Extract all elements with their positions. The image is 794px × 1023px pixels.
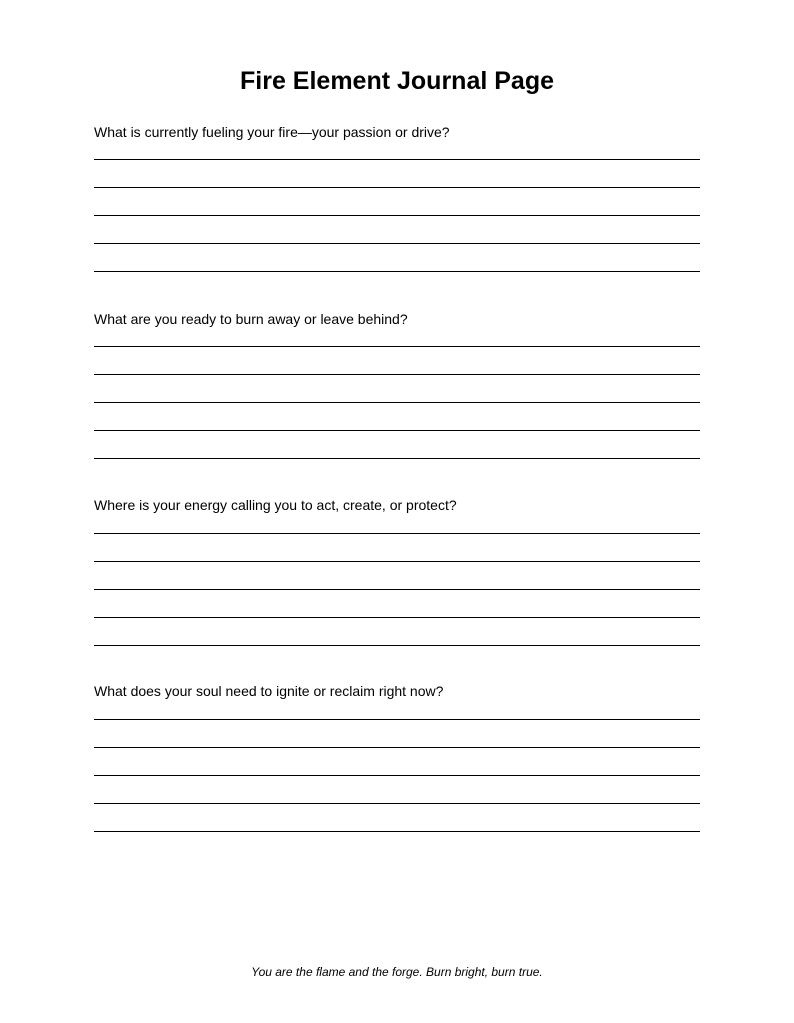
writing-line[interactable]: [94, 402, 700, 403]
writing-line[interactable]: [94, 645, 700, 646]
writing-line[interactable]: [94, 617, 700, 618]
prompt-question: What are you ready to burn away or leave behind?: [94, 311, 408, 327]
writing-line[interactable]: [94, 346, 700, 347]
writing-line[interactable]: [94, 561, 700, 562]
footer-quote: You are the flame and the forge. Burn bright, burn true.: [251, 965, 543, 979]
writing-line[interactable]: [94, 747, 700, 748]
writing-line[interactable]: [94, 589, 700, 590]
writing-line[interactable]: [94, 719, 700, 720]
writing-line[interactable]: [94, 187, 700, 188]
writing-line[interactable]: [94, 159, 700, 160]
writing-line[interactable]: [94, 831, 700, 832]
writing-line[interactable]: [94, 430, 700, 431]
writing-line[interactable]: [94, 215, 700, 216]
writing-line[interactable]: [94, 803, 700, 804]
writing-line[interactable]: [94, 458, 700, 459]
writing-line[interactable]: [94, 374, 700, 375]
writing-line[interactable]: [94, 271, 700, 272]
prompt-question: What is currently fueling your fire—your passion or drive?: [94, 124, 450, 140]
writing-line[interactable]: [94, 533, 700, 534]
page-title: Fire Element Journal Page: [240, 67, 554, 95]
writing-line[interactable]: [94, 775, 700, 776]
prompt-question: What does your soul need to ignite or reclaim right now?: [94, 683, 444, 699]
prompt-question: Where is your energy calling you to act, create, or protect?: [94, 497, 457, 513]
writing-line[interactable]: [94, 243, 700, 244]
